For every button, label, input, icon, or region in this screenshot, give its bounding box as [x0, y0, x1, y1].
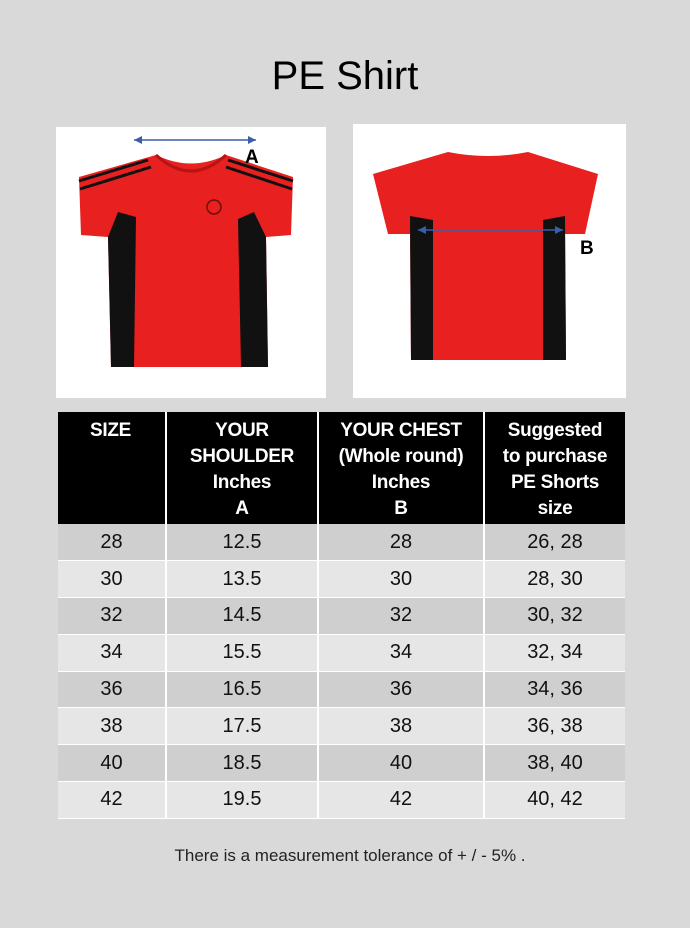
cell-shorts: 26, 28 — [484, 524, 625, 561]
shirt-back-icon — [353, 124, 626, 398]
cell-shoulder: 14.5 — [166, 598, 318, 635]
header-chest: YOUR CHEST (Whole round) Inches B — [318, 412, 484, 524]
table-row — [58, 524, 625, 561]
cell-size: 34 — [58, 634, 166, 671]
cell-chest: 38 — [318, 708, 484, 745]
cell-size: 38 — [58, 708, 166, 745]
cell-shoulder: 13.5 — [166, 561, 318, 598]
cell-shoulder: 15.5 — [166, 634, 318, 671]
table-row — [58, 634, 625, 671]
tolerance-note: There is a measurement tolerance of + / - 5% . — [174, 846, 526, 865]
table-row — [58, 671, 625, 708]
header-size: SIZE — [58, 412, 166, 524]
shirt-back-image — [353, 124, 626, 398]
cell-shorts: 32, 34 — [484, 634, 625, 671]
size-table — [58, 412, 625, 819]
cell-size: 30 — [58, 561, 166, 598]
cell-size: 28 — [58, 524, 166, 561]
header-shoulder: YOUR SHOULDER Inches A — [166, 412, 318, 524]
table-row — [58, 708, 625, 745]
shirt-front-image — [56, 127, 326, 398]
cell-shorts: 30, 32 — [484, 598, 625, 635]
cell-shoulder: 18.5 — [166, 745, 318, 782]
label-a: A — [245, 147, 259, 168]
table-row — [58, 598, 625, 635]
cell-chest: 40 — [318, 745, 484, 782]
cell-shorts: 38, 40 — [484, 745, 625, 782]
cell-shoulder: 19.5 — [166, 782, 318, 819]
cell-chest: 30 — [318, 561, 484, 598]
cell-shoulder: 16.5 — [166, 671, 318, 708]
cell-chest: 34 — [318, 634, 484, 671]
cell-chest: 42 — [318, 782, 484, 819]
cell-chest: 32 — [318, 598, 484, 635]
cell-size: 42 — [58, 782, 166, 819]
page-title: PE Shirt — [271, 54, 419, 98]
table-header-row — [58, 412, 625, 524]
cell-size: 32 — [58, 598, 166, 635]
shirt-front-icon — [56, 127, 326, 398]
cell-size: 40 — [58, 745, 166, 782]
cell-shoulder: 17.5 — [166, 708, 318, 745]
table-row — [58, 561, 625, 598]
cell-chest: 36 — [318, 671, 484, 708]
cell-shorts: 34, 36 — [484, 671, 625, 708]
table-row — [58, 782, 625, 819]
cell-size: 36 — [58, 671, 166, 708]
cell-chest: 28 — [318, 524, 484, 561]
cell-shorts: 40, 42 — [484, 782, 625, 819]
label-b: B — [580, 238, 594, 259]
table-row — [58, 745, 625, 782]
cell-shorts: 28, 30 — [484, 561, 625, 598]
cell-shoulder: 12.5 — [166, 524, 318, 561]
cell-shorts: 36, 38 — [484, 708, 625, 745]
header-shorts-size: Suggested to purchase PE Shorts size — [484, 412, 625, 524]
